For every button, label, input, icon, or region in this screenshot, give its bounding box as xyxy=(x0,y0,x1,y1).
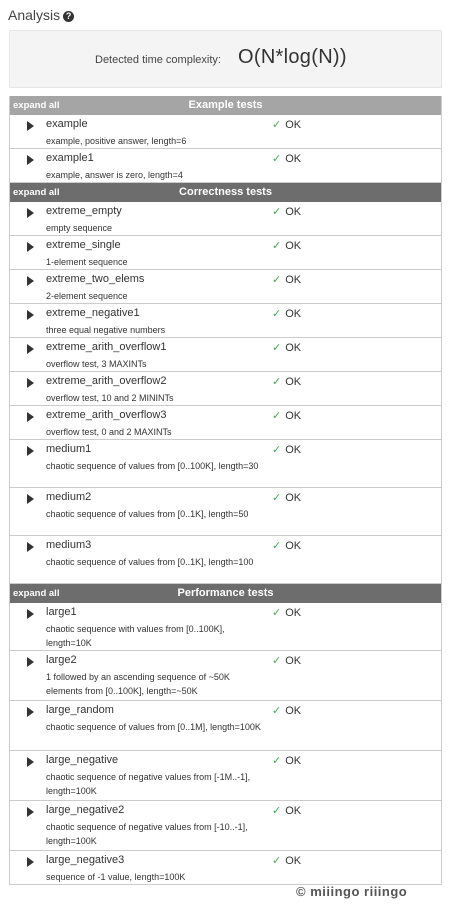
test-description: overflow test, 10 and 2 MININTs xyxy=(46,393,174,403)
check-icon: ✓ xyxy=(272,274,282,286)
test-row[interactable] xyxy=(10,603,441,651)
test-description: empty sequence xyxy=(46,223,113,233)
complexity-value: O(N*log(N)) xyxy=(238,46,347,68)
test-name: medium2 xyxy=(46,491,92,503)
expand-all-link[interactable]: expand all xyxy=(13,187,60,198)
expand-arrow-icon[interactable] xyxy=(27,707,34,717)
status-label: OK xyxy=(285,308,302,320)
expand-arrow-icon[interactable] xyxy=(27,757,34,767)
test-name: extreme_negative1 xyxy=(46,307,140,319)
test-row[interactable] xyxy=(10,488,441,536)
test-status xyxy=(272,375,301,388)
test-row[interactable] xyxy=(10,304,441,338)
status-label: OK xyxy=(285,240,302,252)
test-name: medium1 xyxy=(46,443,92,455)
complexity-box xyxy=(9,30,442,88)
test-name: example1 xyxy=(46,152,94,164)
test-row[interactable] xyxy=(10,851,441,884)
test-name: extreme_arith_overflow1 xyxy=(46,341,167,353)
test-description: chaotic sequence of values from [0..1M], length=100K xyxy=(46,722,261,732)
expand-arrow-icon[interactable] xyxy=(27,344,34,354)
status-label: OK xyxy=(285,540,302,552)
test-row[interactable] xyxy=(10,149,441,183)
test-row[interactable] xyxy=(10,440,441,488)
expand-arrow-icon[interactable] xyxy=(27,657,34,667)
test-name: extreme_arith_overflow2 xyxy=(46,375,167,387)
test-status xyxy=(272,539,301,552)
test-status xyxy=(272,341,301,354)
test-status xyxy=(272,804,301,817)
status-label: OK xyxy=(285,705,302,717)
status-label: OK xyxy=(285,492,302,504)
test-name: large_negative xyxy=(46,754,119,766)
test-description: overflow test, 3 MAXINTs xyxy=(46,359,147,369)
status-label: OK xyxy=(285,655,302,667)
test-name: large1 xyxy=(46,606,77,618)
expand-arrow-icon[interactable] xyxy=(27,609,34,619)
check-icon: ✓ xyxy=(272,376,282,388)
check-icon: ✓ xyxy=(272,342,282,354)
check-icon: ✓ xyxy=(272,444,282,456)
status-label: OK xyxy=(285,855,302,867)
test-row[interactable] xyxy=(10,270,441,304)
analysis-header xyxy=(8,6,74,24)
test-description: chaotic sequence of values from [0..1K], length=50 xyxy=(46,509,249,519)
test-row[interactable] xyxy=(10,338,441,372)
test-status xyxy=(272,654,301,667)
expand-arrow-icon[interactable] xyxy=(27,242,34,252)
expand-arrow-icon[interactable] xyxy=(27,446,34,456)
test-name: example xyxy=(46,118,88,130)
expand-arrow-icon[interactable] xyxy=(27,494,34,504)
test-status xyxy=(272,754,301,767)
status-label: OK xyxy=(285,153,302,165)
expand-arrow-icon[interactable] xyxy=(27,310,34,320)
test-row[interactable] xyxy=(10,372,441,406)
test-status xyxy=(272,443,301,456)
check-icon: ✓ xyxy=(272,119,282,131)
check-icon: ✓ xyxy=(272,240,282,252)
test-description: chaotic sequence of values from [0..1K], length=100 xyxy=(46,557,254,567)
check-icon: ✓ xyxy=(272,655,282,667)
status-label: OK xyxy=(285,342,302,354)
status-label: OK xyxy=(285,410,302,422)
test-description: 1-element sequence xyxy=(46,257,128,267)
test-description: chaotic sequence with values from [0..100K], length=10K xyxy=(46,624,225,648)
test-name: extreme_empty xyxy=(46,205,122,217)
status-label: OK xyxy=(285,376,302,388)
watermark: © miiingo riiingo xyxy=(296,884,408,899)
test-row[interactable] xyxy=(10,202,441,236)
test-row[interactable] xyxy=(10,406,441,440)
test-name: large_negative2 xyxy=(46,804,125,816)
page-title: Analysis xyxy=(8,7,61,23)
check-icon: ✓ xyxy=(272,607,282,619)
test-results-table xyxy=(9,96,442,885)
status-label: OK xyxy=(285,755,302,767)
test-status xyxy=(272,205,301,218)
expand-all-link[interactable]: expand all xyxy=(13,588,60,599)
check-icon: ✓ xyxy=(272,206,282,218)
test-description: example, positive answer, length=6 xyxy=(46,136,187,146)
test-status xyxy=(272,854,301,867)
test-status xyxy=(272,704,301,717)
test-description: three equal negative numbers xyxy=(46,325,166,335)
test-row[interactable] xyxy=(10,536,441,584)
check-icon: ✓ xyxy=(272,805,282,817)
expand-arrow-icon[interactable] xyxy=(27,857,34,867)
test-status xyxy=(272,239,301,252)
status-label: OK xyxy=(285,444,302,456)
test-name: extreme_single xyxy=(46,239,121,251)
expand-arrow-icon[interactable] xyxy=(27,276,34,286)
test-row[interactable] xyxy=(10,701,441,751)
check-icon: ✓ xyxy=(272,308,282,320)
status-label: OK xyxy=(285,206,302,218)
test-status xyxy=(272,118,301,131)
test-description: chaotic sequence of negative values from [-1M..-1], length=100K xyxy=(46,772,251,796)
test-status xyxy=(272,491,301,504)
check-icon: ✓ xyxy=(272,410,282,422)
test-row[interactable] xyxy=(10,236,441,270)
check-icon: ✓ xyxy=(272,153,282,165)
expand-arrow-icon[interactable] xyxy=(27,378,34,388)
test-row[interactable] xyxy=(10,801,441,851)
help-icon[interactable]: ? xyxy=(63,11,74,22)
test-description: example, answer is zero, length=4 xyxy=(46,170,183,180)
test-status xyxy=(272,307,301,320)
test-description: 1 followed by an ascending sequence of ~50K elements from [0..100K], length=~50K xyxy=(46,672,230,696)
test-description: chaotic sequence of negative values from [-10..-1], length=100K xyxy=(46,822,248,846)
check-icon: ✓ xyxy=(272,540,282,552)
test-name: medium3 xyxy=(46,539,92,551)
expand-arrow-icon[interactable] xyxy=(27,542,34,552)
test-row[interactable] xyxy=(10,651,441,701)
section-header xyxy=(10,96,441,115)
expand-arrow-icon[interactable] xyxy=(27,121,34,131)
check-icon: ✓ xyxy=(272,755,282,767)
test-status xyxy=(272,409,301,422)
test-status xyxy=(272,273,301,286)
test-name: extreme_arith_overflow3 xyxy=(46,409,167,421)
check-icon: ✓ xyxy=(272,855,282,867)
expand-all-link[interactable]: expand all xyxy=(13,100,60,111)
test-status xyxy=(272,606,301,619)
test-name: large2 xyxy=(46,654,77,666)
check-icon: ✓ xyxy=(272,705,282,717)
test-description: overflow test, 0 and 2 MAXINTs xyxy=(46,427,172,437)
check-icon: ✓ xyxy=(272,492,282,504)
test-description: sequence of -1 value, length=100K xyxy=(46,872,186,882)
test-name: extreme_two_elems xyxy=(46,273,145,285)
section-title: Example tests xyxy=(188,99,263,111)
test-status xyxy=(272,152,301,165)
status-label: OK xyxy=(285,119,302,131)
test-name: large_negative3 xyxy=(46,854,125,866)
section-header xyxy=(10,183,441,202)
expand-arrow-icon[interactable] xyxy=(27,155,34,165)
test-description: chaotic sequence of values from [0..100K], length=30 xyxy=(46,461,259,471)
test-description: 2-element sequence xyxy=(46,291,128,301)
test-name: large_random xyxy=(46,704,114,716)
status-label: OK xyxy=(285,805,302,817)
section-header xyxy=(10,584,441,603)
complexity-label: Detected time complexity: xyxy=(95,54,221,66)
status-label: OK xyxy=(285,274,302,286)
test-row[interactable] xyxy=(10,751,441,801)
section-title: Performance tests xyxy=(177,587,274,599)
status-label: OK xyxy=(285,607,302,619)
expand-arrow-icon[interactable] xyxy=(27,412,34,422)
expand-arrow-icon[interactable] xyxy=(27,807,34,817)
section-title: Correctness tests xyxy=(179,186,272,198)
test-row[interactable] xyxy=(10,115,441,149)
expand-arrow-icon[interactable] xyxy=(27,208,34,218)
